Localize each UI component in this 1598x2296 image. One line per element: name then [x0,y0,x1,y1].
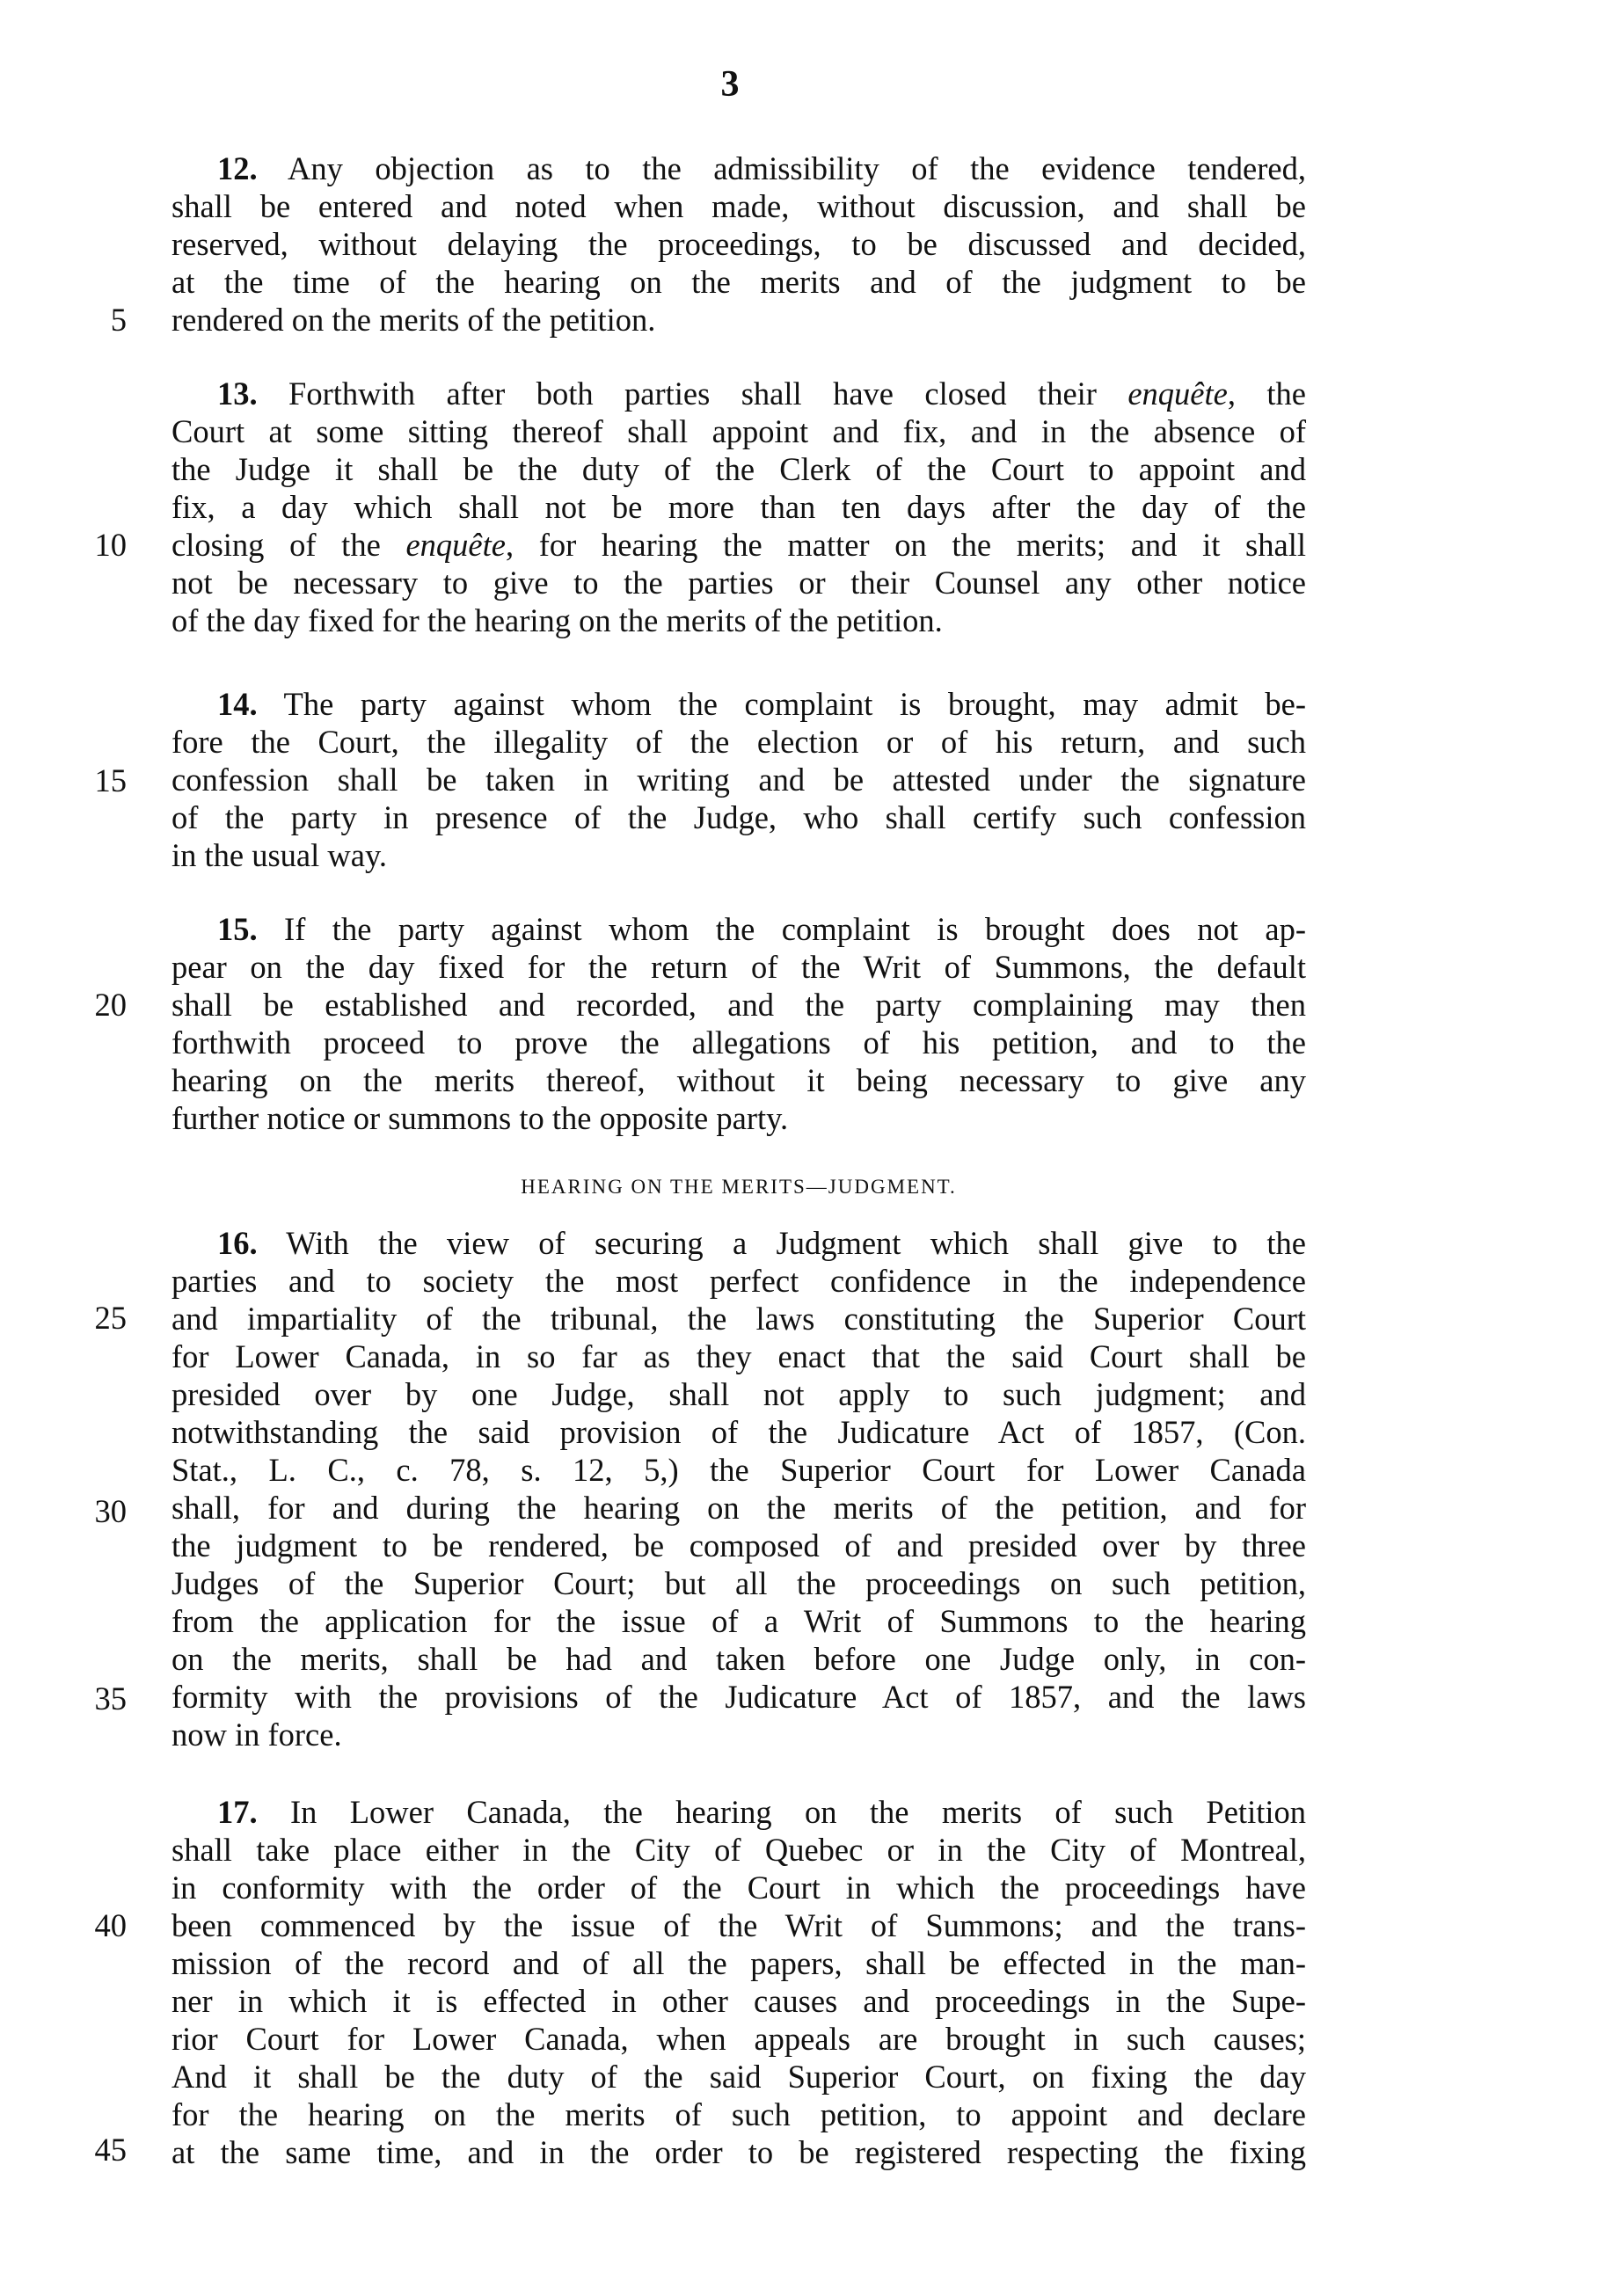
text-line: shall take place either in the City of Quebec or in the City of Montreal, [171,1832,1306,1868]
text-line: shall, for and during the hearing on the merits of the petition, and for [171,1490,1306,1526]
section-number: 12. [217,150,258,186]
line-number: 45 [94,2132,127,2168]
page-number: 3 [720,64,740,105]
text-line: rior Court for Lower Canada, when appeals are brought in such causes; [171,2021,1306,2057]
text-line: fore the Court, the illegality of the election or of his return, and such [171,724,1306,760]
section-number: 15. [217,911,258,947]
text-line: now in force. [171,1717,342,1753]
text-line: confession shall be taken in writing and be attested under the signature [171,762,1306,798]
line-number: 15 [94,762,127,798]
text-line: for Lower Canada, in so far as they enact that the said Court shall be [171,1338,1306,1374]
text-line: 12. Any objection as to the admissibility of the evidence tendered, [217,150,1306,186]
text-line: Court at some sitting thereof shall appoint and fix, and in the absence of [171,413,1306,449]
text-line: in conformity with the order of the Court in which the proceedings have [171,1870,1306,1906]
text-line [217,375,1306,413]
text-line: pear on the day fixed for the return of the Writ of Summons, the default [171,949,1306,985]
text-line: not be necessary to give to the parties or their Counsel any other notice [171,565,1306,601]
text-line: rendered on the merits of the petition. [171,302,656,338]
line-number: 25 [94,1300,127,1336]
line-number: 40 [94,1907,127,1943]
line-number: 20 [94,987,127,1023]
text-line: on the merits, shall be had and taken before one Judge only, in con- [171,1641,1306,1677]
text-line: And it shall be the duty of the said Superior Court, on fixing the day [171,2059,1306,2095]
text-line: 14. The party against whom the complaint is brought, may admit be- [217,686,1306,722]
text-line: of the day fixed for the hearing on the merits of the petition. [171,602,943,638]
text-line: notwithstanding the said provision of the Judicature Act of 1857, (Con. [171,1414,1306,1450]
line-number: 5 [110,302,127,338]
section-number: 13. [217,375,258,412]
text-line: the judgment to be rendered, be composed of and presided over by three [171,1527,1306,1563]
text-line: closing of the enquête, for hearing the matter on the merits; and it shall [171,527,1306,563]
text-line: formity with the provisions of the Judicature Act of 1857, and the laws [171,1679,1306,1715]
section-number: 16. [217,1225,258,1261]
line-number: 30 [94,1493,127,1529]
text-line: and impartiality of the tribunal, the laws constituting the Superior Court [171,1301,1306,1337]
text-line: 17. In Lower Canada, the hearing on the merits of such Petition [217,1794,1306,1830]
text-line: for the hearing on the merits of such petition, to appoint and declare [171,2096,1306,2132]
text-line: forthwith proceed to prove the allegations of his petition, and to the [171,1024,1306,1061]
line-number: 35 [94,1680,127,1717]
text-line: further notice or summons to the opposite party. [171,1100,789,1136]
text-line: 15. If the party against whom the complaint is brought does not ap- [217,911,1306,947]
text-line: in the usual way. [171,837,387,873]
text-line: presided over by one Judge, shall not apply to such judgment; and [171,1376,1306,1412]
text-line: at the same time, and in the order to be registered respecting the fixing [171,2134,1306,2170]
section-heading: HEARING ON THE MERITS—JUDGMENT. [521,1176,957,1198]
text-line: Judges of the Superior Court; but all the proceedings on such petition, [171,1565,1306,1601]
text-line: shall be entered and noted when made, without discussion, and shall be [171,188,1306,224]
text-line: shall be established and recorded, and the party complaining may then [171,987,1306,1023]
text-line: from the application for the issue of a Writ of Summons to the hearing [171,1603,1306,1639]
text-line: mission of the record and of all the papers, shall be effected in the man- [171,1945,1306,1981]
line-number: 10 [94,527,127,563]
text-line: parties and to society the most perfect confidence in the independence [171,1263,1306,1299]
text-line: reserved, without delaying the proceedings, to be discussed and decided, [171,226,1306,262]
text-line: the Judge it shall be the duty of the Clerk of the Court to appoint and [171,451,1306,487]
text-line: 16. With the view of securing a Judgment which shall give to the [217,1225,1306,1261]
section-text: Forthwith after both parties shall have closed their enquête, the [257,375,1306,412]
text-line: hearing on the merits thereof, without it being necessary to give any [171,1062,1306,1098]
text-line: Stat., L. C., c. 78, s. 12, 5,) the Superior Court for Lower Canada [171,1452,1306,1488]
section-number: 17. [217,1794,258,1830]
section-number: 14. [217,686,258,722]
text-line: been commenced by the issue of the Writ of Summons; and the trans- [171,1907,1306,1943]
text-line: ner in which it is effected in other causes and proceedings in the Supe- [171,1983,1306,2019]
text-line: fix, a day which shall not be more than ten days after the day of the [171,489,1306,525]
text-line: of the party in presence of the Judge, who shall certify such confession [171,799,1306,835]
text-line: at the time of the hearing on the merits and of the judgment to be [171,264,1306,300]
